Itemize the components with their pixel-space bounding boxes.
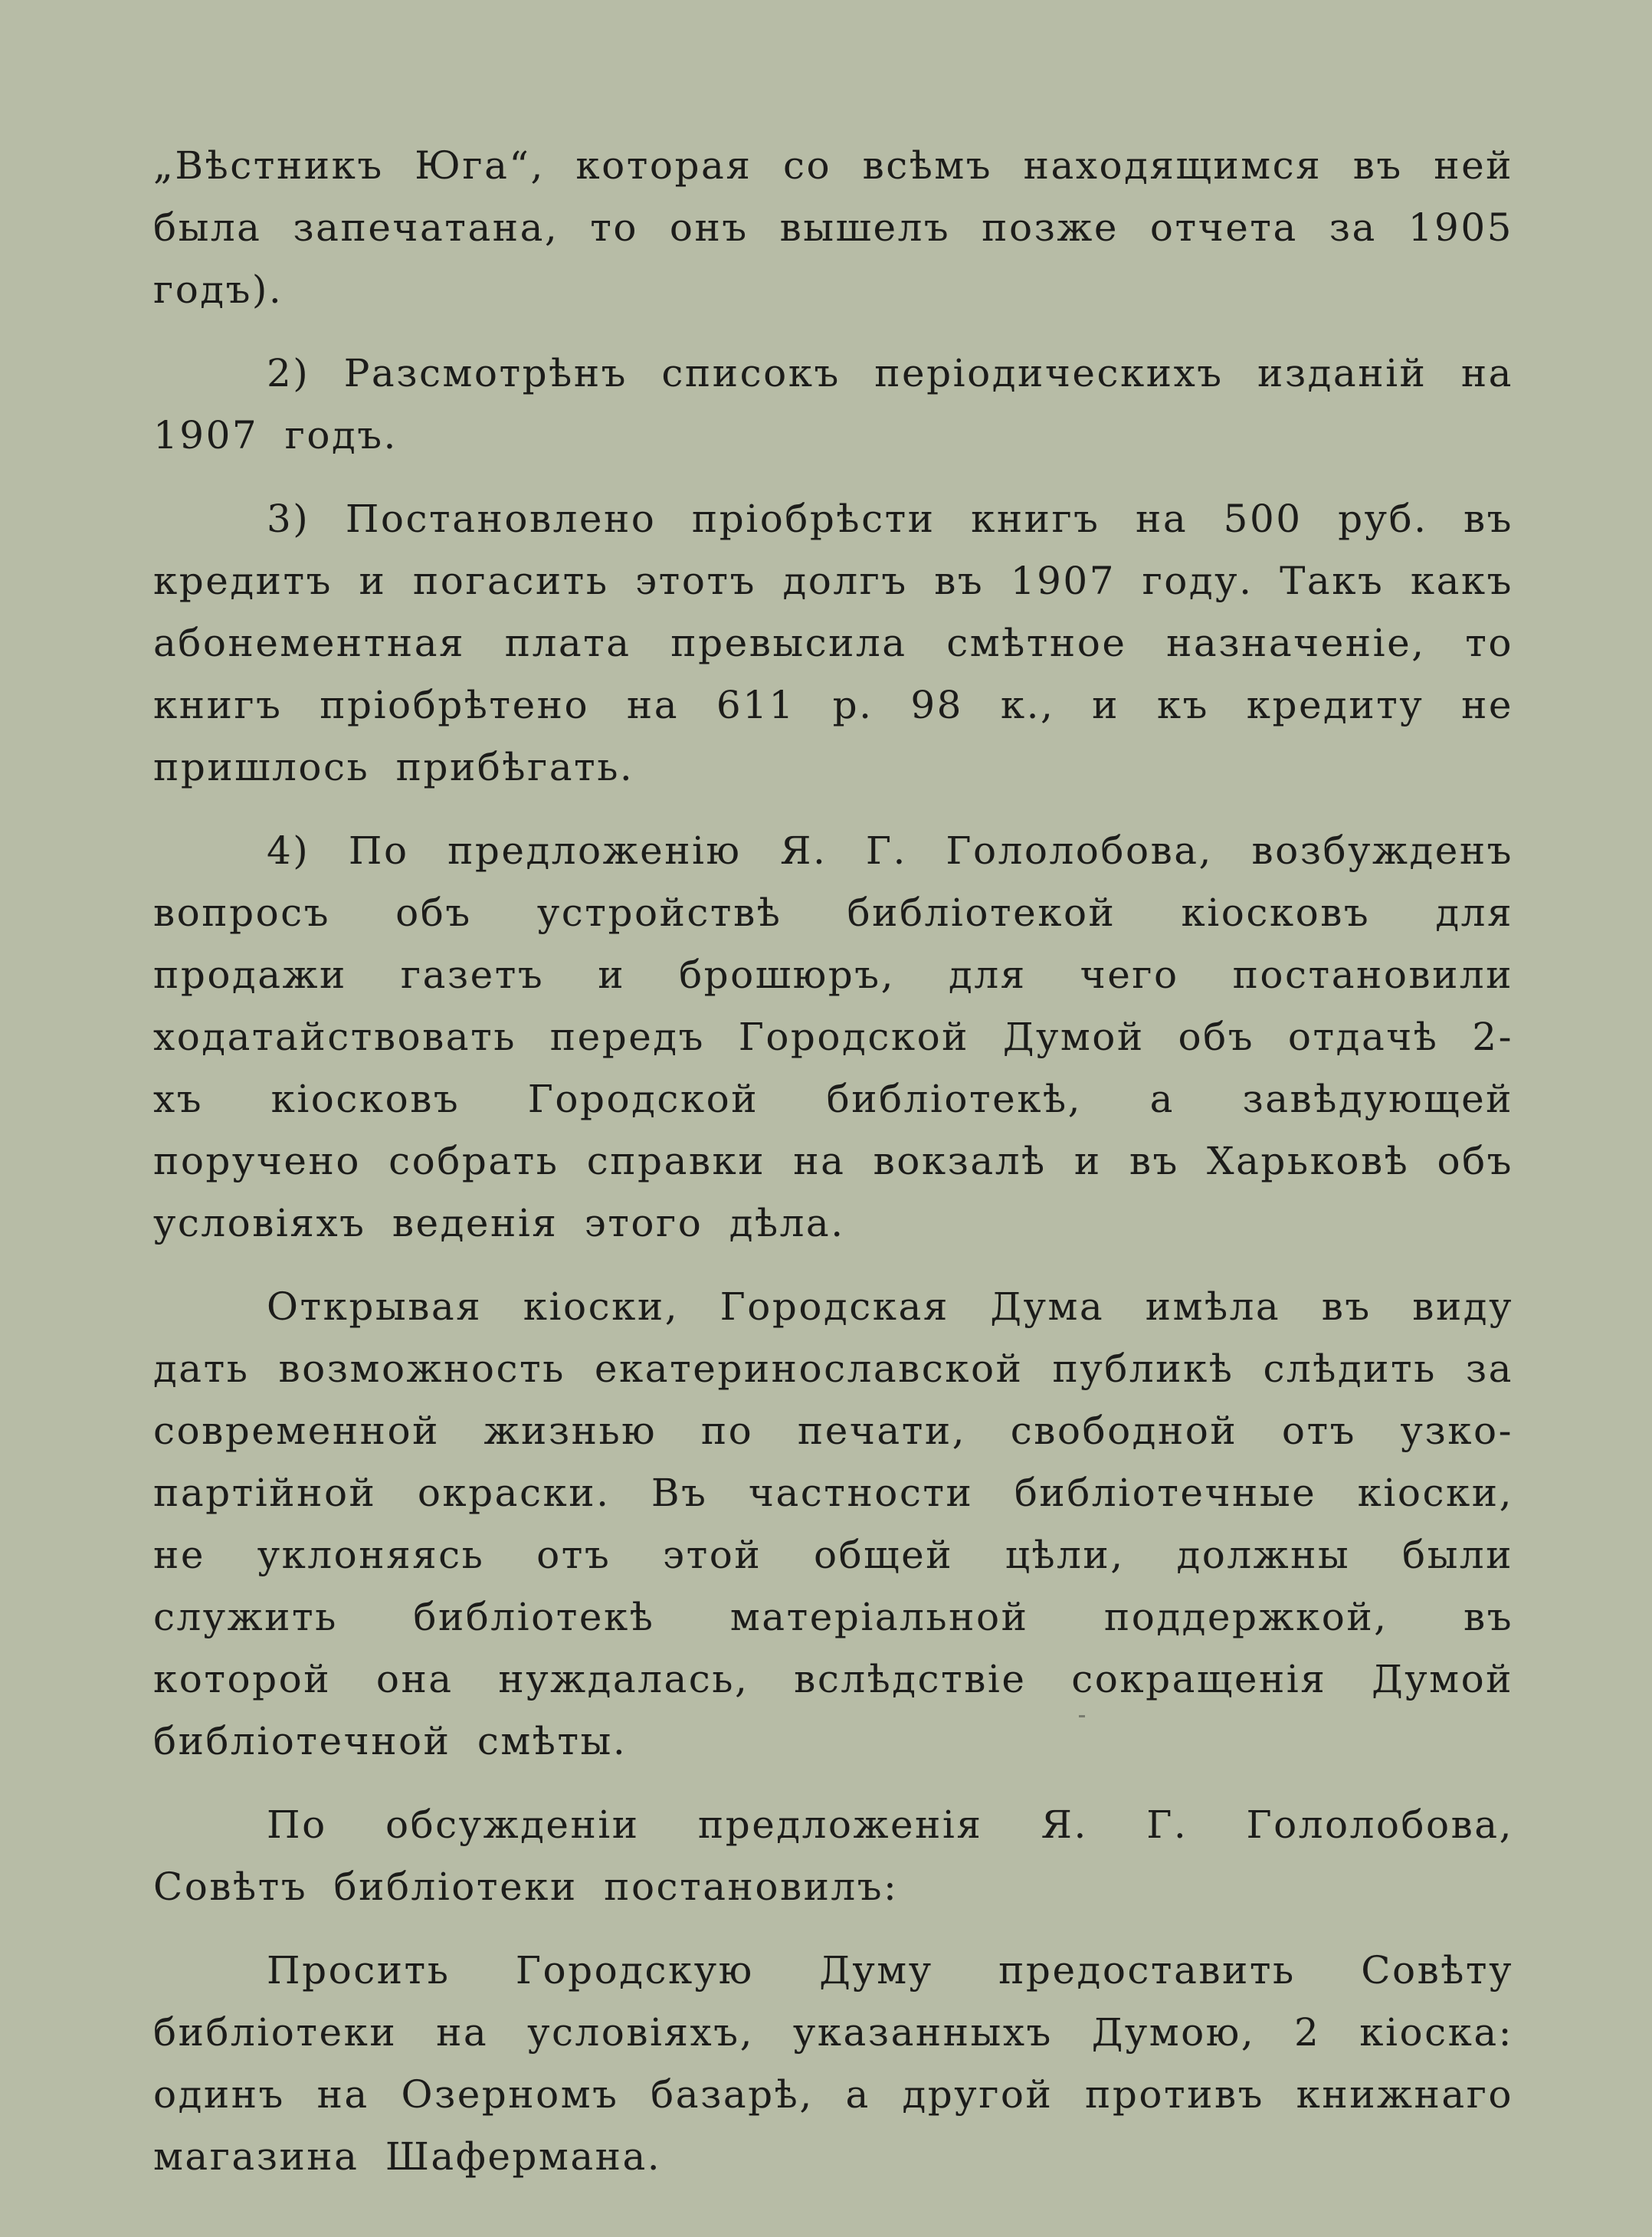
print-speck	[1079, 1715, 1085, 1717]
paragraph-item-2: 2) Разсмотрѣнъ списокъ періодическихъ изданій на 1907 годъ.	[153, 351, 1513, 458]
paragraph-item-3: 3) Постановлено пріобрѣсти книгъ на 500 руб. въ кредитъ и погасить этотъ долгъ въ 1907 году. Такъ какъ абонементная плата превысила смѣтное назначеніе, то книгъ пріобрѣтено на 611 р. 98 к., и къ кредиту не пришлось прибѣгать.	[153, 497, 1513, 789]
paragraph-kiosks: Открывая кіоски, Городская Дума имѣла въ виду дать возможность екатеринославской публикѣ слѣдить за современной жизнью по печати, свободной отъ узко-партійной окраски. Въ частности библіотечные кіоски, не уклоняясь отъ этой общей цѣли, должны были служить библіотекѣ матеріальной поддержкой, въ которой она нуждалась, вслѣдствіе сокращенія Думой библіотечной смѣты.	[153, 1284, 1513, 1763]
paragraph-council-decision: По обсужденіи предложенія Я. Г. Гололобова, Совѣтъ библіотеки постановилъ:	[153, 1802, 1513, 1909]
paragraph-item-4: 4) По предложенію Я. Г. Гололобова, возбужденъ вопросъ объ устройствѣ библіотекой кіосковъ для продажи газетъ и брошюръ, для чего постановили ходатайствовать передъ Городской Думой объ отдачѣ 2-хъ кіосковъ Городской библіотекѣ, а завѣдующей поручено собрать справки на вокзалѣ и въ Харьковѣ объ условіяхъ веденія этого дѣла.	[153, 828, 1513, 1245]
page-text	[153, 135, 1513, 2209]
paragraph-continuation: „Вѣстникъ Юга“, которая со всѣмъ находящимся въ ней была запечатана, то онъ вышелъ позже отчета за 1905 годъ).	[153, 143, 1513, 312]
paragraph-request: Просить Городскую Думу предоставить Совѣту библіотеки на условіяхъ, указанныхъ Думою, 2 кіоска: одинъ на Озерномъ базарѣ, а другой противъ книжнаго магазина Шафермана.	[153, 1948, 1513, 2179]
